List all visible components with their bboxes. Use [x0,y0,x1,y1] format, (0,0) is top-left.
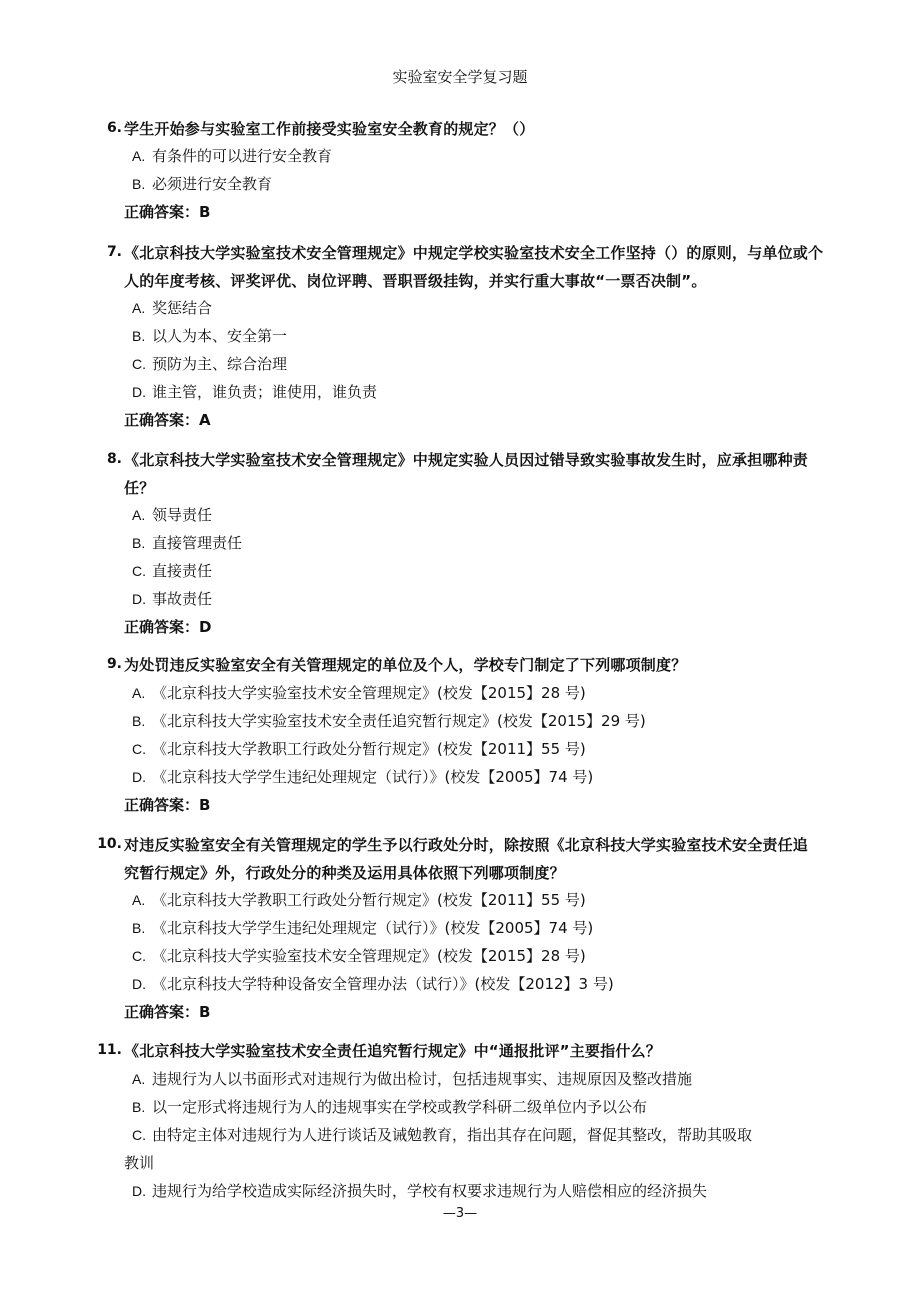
option-text: 《北京科技大学教职工行政处分暂行规定》(校发【2011】55 号) [152,891,586,909]
answer-label: 正确答案： [124,1003,200,1021]
option [132,679,822,707]
answer [124,613,211,641]
option-text: 直接责任 [152,562,213,580]
option-letter: C. [132,356,146,372]
option-letter: B. [132,176,146,192]
option [132,970,822,998]
question-number: 7. [106,244,122,260]
answer-value: D [199,618,212,636]
option [132,735,822,763]
option-text: 《北京科技大学实验室技术安全责任追究暂行规定》(校发【2015】29 号) [152,712,646,730]
option-letter: B. [132,920,146,936]
option [132,942,822,970]
option-letter: A. [132,507,146,523]
answer-value: A [199,411,211,429]
answer-value: B [199,796,211,814]
answer [124,198,210,226]
answer-value: B [199,203,211,221]
option-letter: B. [132,535,146,551]
option-letter: D. [132,591,146,607]
option-text: 由特定主体对违规行为人进行谈话及诫勉教育，指出其存在问题，督促其整改，帮助其吸取 [152,1126,753,1144]
question-text: 为处罚违反实验室安全有关管理规定的单位及个人，学校专门制定了下列哪项制度？ [124,656,687,674]
option [132,170,822,198]
option-text: 违规行为给学校造成实际经济损失时，学校有权要求违规行为人赔偿相应的经济损失 [152,1182,708,1200]
option [132,585,822,613]
question-number: 11. [97,1042,122,1058]
option-text: 领导责任 [152,506,213,524]
option [132,886,822,914]
answer [124,791,210,819]
question-text: 《北京科技大学实验室技术安全责任追究暂行规定》中“通报批评”主要指什么？ [124,1042,661,1060]
option-text: 直接管理责任 [152,534,243,552]
option-text: 《北京科技大学实验室技术安全管理规定》(校发【2015】28 号) [152,684,586,702]
option [132,1093,822,1121]
option-letter: A. [132,148,146,164]
option-letter: B. [132,1099,146,1115]
option-text: 事故责任 [152,590,213,608]
answer-label: 正确答案： [124,203,200,221]
option-text: 以一定形式将违规行为人的违规事实在学校或教学科研二级单位内予以公布 [152,1098,648,1116]
option-text: 《北京科技大学教职工行政处分暂行规定》(校发【2011】55 号) [152,740,586,758]
question-text: 对违反实验室安全有关管理规定的学生予以行政处分时，除按照《北京科技大学实验室技术安全责任追究暂行规定》外，行政处分的种类及运用具体依照下列哪项制度？ [124,836,809,882]
answer-value: B [199,1003,211,1021]
option-letter: C. [132,741,146,757]
option-text: 违规行为人以书面形式对违规行为做出检讨，包括违规事实、违规原因及整改措施 [152,1070,693,1088]
option-letter: D. [132,384,146,400]
option [132,350,822,378]
option [132,529,822,557]
option-letter: C. [132,1127,146,1143]
option-letter: A. [132,892,146,908]
question-number: 6. [106,120,122,136]
option-text: 《北京科技大学实验室技术安全管理规定》(校发【2015】28 号) [152,947,586,965]
option-letter: C. [132,948,146,964]
option-text: 有条件的可以进行安全教育 [152,147,333,165]
option-text: 《北京科技大学学生违纪处理规定（试行）》(校发【2005】74 号) [152,768,594,786]
option-continuation: 教训 [124,1154,155,1172]
option-letter: D. [132,1183,146,1199]
option-text: 必须进行安全教育 [152,175,273,193]
answer [124,406,211,434]
option [132,1177,822,1205]
option-letter: D. [132,769,146,785]
option-text: 预防为主、综合治理 [152,355,288,373]
option-letter: A. [132,685,146,701]
document-title: 实验室安全学复习题 [392,68,528,86]
option [132,763,822,791]
option-letter: A. [132,300,146,316]
option [132,294,822,322]
option-letter: C. [132,563,146,579]
option [132,1065,822,1093]
option-text: 《北京科技大学特种设备安全管理办法（试行）》(校发【2012】3 号) [152,975,614,993]
page-number: —3— [442,1206,478,1221]
option [132,557,822,585]
question-text: 《北京科技大学实验室技术安全管理规定》中规定实验人员因过错导致实验事故发生时，应承担哪种责任？ [124,451,809,497]
answer-label: 正确答案： [124,796,200,814]
option-letter: B. [132,328,146,344]
option [132,914,822,942]
question-text: 学生开始参与实验室工作前接受实验室安全教育的规定？（） [124,120,535,138]
answer-label: 正确答案： [124,618,200,636]
option-text: 《北京科技大学学生违纪处理规定（试行）》(校发【2005】74 号) [152,919,594,937]
option [132,501,822,529]
option [132,707,822,735]
question-number: 10. [97,836,122,852]
option-letter: B. [132,713,146,729]
question-text: 《北京科技大学实验室技术安全管理规定》中规定学校实验室技术安全工作坚持（）的原则，与单位或个人的年度考核、评奖评优、岗位评聘、晋职晋级挂钩，并实行重大事故“一票否决制”。 [124,244,824,290]
option-text: 谁主管，谁负责；谁使用，谁负责 [152,383,378,401]
option-text: 奖惩结合 [152,299,213,317]
option-letter: A. [132,1071,146,1087]
question-number: 8. [106,451,122,467]
option-letter: D. [132,976,146,992]
option-text: 以人为本、安全第一 [152,327,288,345]
answer [124,998,210,1026]
question-number: 9. [106,656,122,672]
option [132,1121,822,1149]
option [132,322,822,350]
option [132,378,822,406]
option [132,142,822,170]
answer-label: 正确答案： [124,411,200,429]
